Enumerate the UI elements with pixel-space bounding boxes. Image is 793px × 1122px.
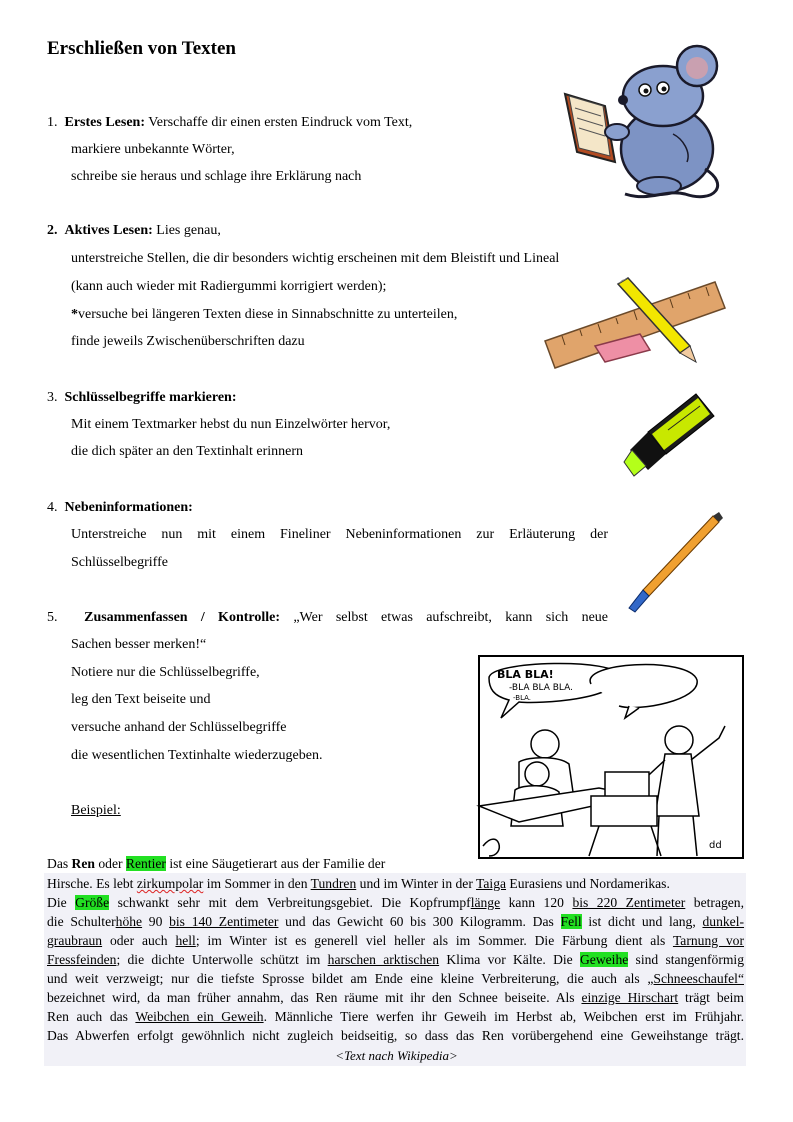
highlighted-keyword: Geweihe [579,952,629,967]
section-5-line-2: Sachen besser merken!“ [71,637,207,652]
section-2-line-4: *versuche bei längeren Texten diese in Sinnabschnitte zu unterteilen, [71,307,458,322]
section-5-line-3: Notiere nur die Schlüsselbegriffe, [71,665,260,680]
highlighter-marker-illustration [618,392,718,480]
section-2-line-1: 2. Aktives Lesen: Lies genau, [47,223,221,238]
section-2-line-5: finde jeweils Zwischenüberschriften dazu [71,334,305,349]
section-4-line-1 [47,499,193,517]
ruler-pencil-eraser-illustration [540,276,730,371]
section-3-line-3: die dich später an den Textinhalt erinnern [71,444,304,459]
example-line-3: Die Größe schwankt sehr mit dem Verbreitungsgebiet. Die Kopfrumpflänge kann 120 bis 220 Zentimeter betragen, [47,895,744,910]
speech-text-3: -BLA. [513,694,532,702]
section-number: 5. [47,610,58,625]
section-5-line-5: versuche anhand der Schlüsselbegriffe [71,720,287,735]
example-line-8: bezeichnet wird, da man früher annahm, das Ren räume mit ihr den Schnee beiseite. Als einzige Hirschart trägt beim [47,990,744,1005]
section-2-line-3: (kann auch wieder mit Radiergummi korrigiert werden); [71,279,387,294]
page-title: Erschließen von Texten [47,38,236,59]
section-number: 4. [47,500,58,515]
example-line-5: graubraun oder auch hell; im Winter ist es generell viel heller als im Sommer. Die Färbung dient als Tarnung vor [47,933,745,948]
section-heading: Schlüsselbegriffe markieren: [64,390,237,405]
source-citation: <Text nach Wikipedia> [335,1048,458,1063]
example-line-4: die Schulterhöhe 90 bis 140 Zentimeter und das Gewicht 60 bis 300 Kilogramm. Das Fell ist dicht und lang, dunkel- [47,914,745,929]
highlighted-keyword: Rentier [125,856,166,871]
section-3-line-1 [47,389,237,407]
example-line-2: Hirsche. Es lebt zirkumpolar im Sommer in den Tundren und im Winter in der Taiga Eurasiens und Nordamerikas. [47,876,670,891]
section-heading: Zusammenfassen / Kontrolle: [84,610,281,625]
example-line-7: und weit verzweigt; nur die tiefste Sprosse bildet am Ende eine kleine Verbreiterung, die auch als „Schneeschaufel“ [47,971,744,986]
speech-text-1: BLA BLA! [497,668,554,681]
example-line-1: Das Ren oder Rentier ist eine Säugetierart aus der Familie der [47,856,386,871]
fineliner-pen-illustration [625,512,725,617]
section-5-line-6: die wesentlichen Textinhalte wiederzugeben. [71,748,323,763]
speech-text-2: -BLA BLA BLA. [509,683,574,693]
highlighted-keyword: Fell [560,914,582,929]
section-heading: Erstes Lesen: [64,115,145,130]
section-2-line-2: unterstreiche Stellen, die dir besonders wichtig erscheinen mit dem Bleistift und Lineal [71,251,560,266]
section-number: 1. [47,115,58,130]
highlighted-keyword: Größe [75,895,110,910]
section-number: 3. [47,390,58,405]
section-heading: Aktives Lesen: [64,223,153,238]
section-1-line-3: schreibe sie heraus und schlage ihre Erklärung nach [71,169,362,184]
example-line-10: Das Abwerfen erfolgt gewöhnlich nicht zugleich beidseitig, so dass das Ren vorübergehend eine Geweihstange trägt. [47,1028,744,1043]
cartoon-signature: dd [709,840,722,851]
example-line-9: Ren auch das Weibchen ein Geweih. Männliche Tiere werfen ihr Geweih im Herbst ab, Weibchen erst im Frühjahr. [47,1009,744,1024]
example-line-6: Fressfeinden; die dichte Unterwolle schützt im harschen arktischen Klima vor Kälte. Die Geweihe sind stangenförmig [47,952,744,967]
section-4-line-2: Unterstreiche nun mit einem Fineliner Nebeninformationen zur Erläuterung der [71,527,608,542]
keyword-ren: Ren [71,856,95,871]
section-3-line-2: Mit einem Textmarker hebst du nun Einzelwörter hervor, [71,417,391,432]
mouse-reading-book-illustration [555,44,735,204]
section-5-line-4: leg den Text beiseite und [71,692,211,707]
section-5-line-1: 5. Zusammenfassen / Kontrolle: „Wer selbst etwas aufschreibt, kann sich neue [47,610,609,625]
section-heading: Nebeninformationen: [64,500,193,515]
section-1-line-1: 1. Erstes Lesen: Verschaffe dir einen ersten Eindruck vom Text, [47,115,413,130]
section-4-line-3: Schlüsselbegriffe [71,555,168,570]
section-1-line-2: markiere unbekannte Wörter, [71,142,235,157]
asterisk: * [71,307,78,322]
example-heading: Beispiel: [71,803,121,818]
classroom-cartoon-illustration [479,656,743,858]
section-number: 2. [47,223,58,238]
